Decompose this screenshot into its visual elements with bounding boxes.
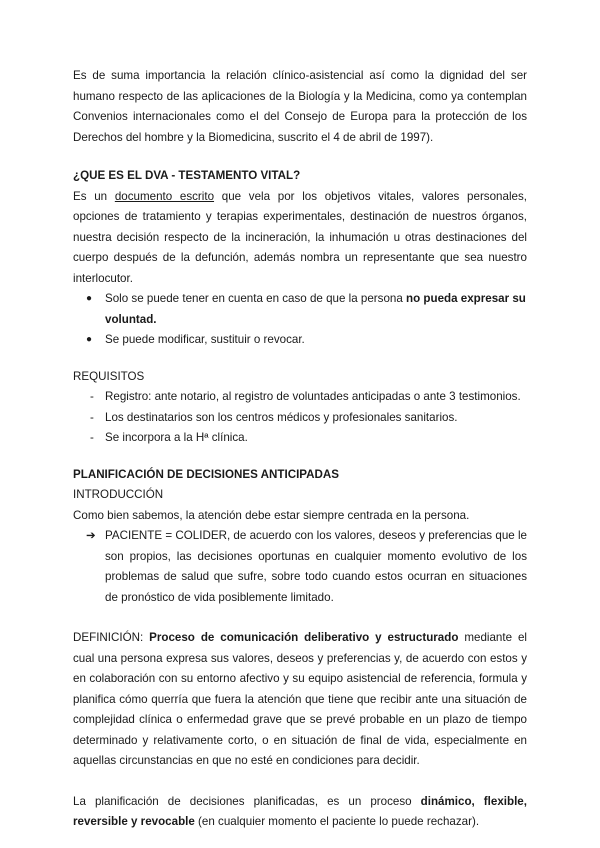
list-item bbox=[73, 330, 527, 351]
dash-marker: - bbox=[90, 410, 94, 424]
definicion-bold-text: Proceso de comunicación deliberativo y estructurado bbox=[149, 631, 459, 644]
intro-paragraph: Es de suma importancia la relación clínico-asistencial así como la dignidad del ser humano respecto de las aplicaciones de la Biología y la Medicina, como ya contemplan Convenios internacionales como el del Consejo de Europa para la protección de los Derechos del hombre y la Biomedicina, suscrito el 4 de abril de 1997). bbox=[73, 69, 527, 144]
arrow-list bbox=[73, 526, 527, 608]
list-item bbox=[73, 526, 527, 608]
requisito-text: Los destinatarios son los centros médicos y profesionales sanitarios. bbox=[105, 410, 458, 424]
dva-heading: ¿QUE ES EL DVA - TESTAMENTO VITAL? bbox=[73, 169, 301, 182]
definicion-label: DEFINICIÓN: bbox=[73, 631, 150, 644]
closing-rest: (en cualquier momento el paciente lo puede rechazar). bbox=[194, 815, 480, 828]
document-page bbox=[73, 66, 527, 833]
list-item bbox=[73, 289, 527, 330]
definicion-rest: mediante el cual una persona expresa sus valores, deseos y preferencias y, de acuerdo con estos y en colaboración con su entorno afectivo y su equipo asistencial de referencia, formula y planifica cómo querría que fuera la atención que tiene que recibir ante una situación de complejidad clínica o enfermedad grave que se prevé probable en un plazo de tiempo determinado y relativamente corto, o en situación de final de vida, especialmente en aquellas circunstancias en que no esté en condiciones para decidir. bbox=[73, 631, 527, 767]
introduccion-subheading: INTRODUCCIÓN bbox=[73, 488, 164, 501]
introduccion-text: Como bien sabemos, la atención debe estar siempre centrada en la persona. bbox=[73, 508, 470, 522]
dash-marker: - bbox=[90, 431, 94, 444]
bullet2-text: Se puede modificar, sustituir o revocar. bbox=[105, 333, 305, 346]
arrow-icon: ➔ bbox=[86, 529, 96, 542]
bullet-marker: ● bbox=[86, 334, 93, 345]
list-item bbox=[73, 387, 527, 408]
dash-marker: - bbox=[90, 390, 94, 403]
bullet-marker: ● bbox=[86, 293, 93, 304]
dva-para-start: Es un bbox=[73, 189, 115, 203]
closing-paragraph bbox=[73, 792, 527, 833]
list-item bbox=[73, 428, 527, 449]
bullet1-text: Solo se puede tener en cuenta en caso de que la persona bbox=[105, 292, 407, 305]
requisitos-list bbox=[73, 387, 527, 449]
closing-text: La planificación de decisiones planificadas, es un proceso bbox=[73, 794, 421, 808]
dva-paragraph bbox=[73, 187, 527, 290]
planificacion-heading: PLANIFICACIÓN DE DECISIONES ANTICIPADAS bbox=[73, 467, 340, 481]
list-item bbox=[73, 408, 527, 429]
requisitos-heading: REQUISITOS bbox=[73, 369, 145, 383]
dva-bullet-list bbox=[73, 289, 527, 351]
bullet1-bold-text: no pueda expresar su voluntad. bbox=[105, 292, 526, 326]
dva-para-rest: que vela por los objetivos vitales, valores personales, opciones de tratamiento y terapias experimentales, destinación de nuestros órganos, nuestra decisión respecto de la incineración, la inhumación u otras destinaciones del cuerpo después de la defunción, además nombra un representante que sea nuestro interlocutor. bbox=[73, 189, 527, 285]
requisito-text: Se incorpora a la Hª clínica. bbox=[105, 431, 248, 444]
paciente-colider-text: PACIENTE = COLIDER, de acuerdo con los valores, deseos y preferencias que le son propios, las decisiones oportunas en cualquier momento evolutivo de los problemas de salud que sufre, sobre todo cuando estos ocurran en situaciones de pronóstico de vida posiblemente limitado. bbox=[105, 529, 527, 604]
requisito-text: Registro: ante notario, al registro de voluntades anticipadas o ante 3 testimonios. bbox=[105, 390, 521, 403]
documento-escrito-text: documento escrito bbox=[114, 189, 215, 203]
closing-bold-text: dinámico, flexible, reversible y revocable bbox=[73, 794, 527, 828]
definicion-paragraph bbox=[73, 628, 527, 772]
